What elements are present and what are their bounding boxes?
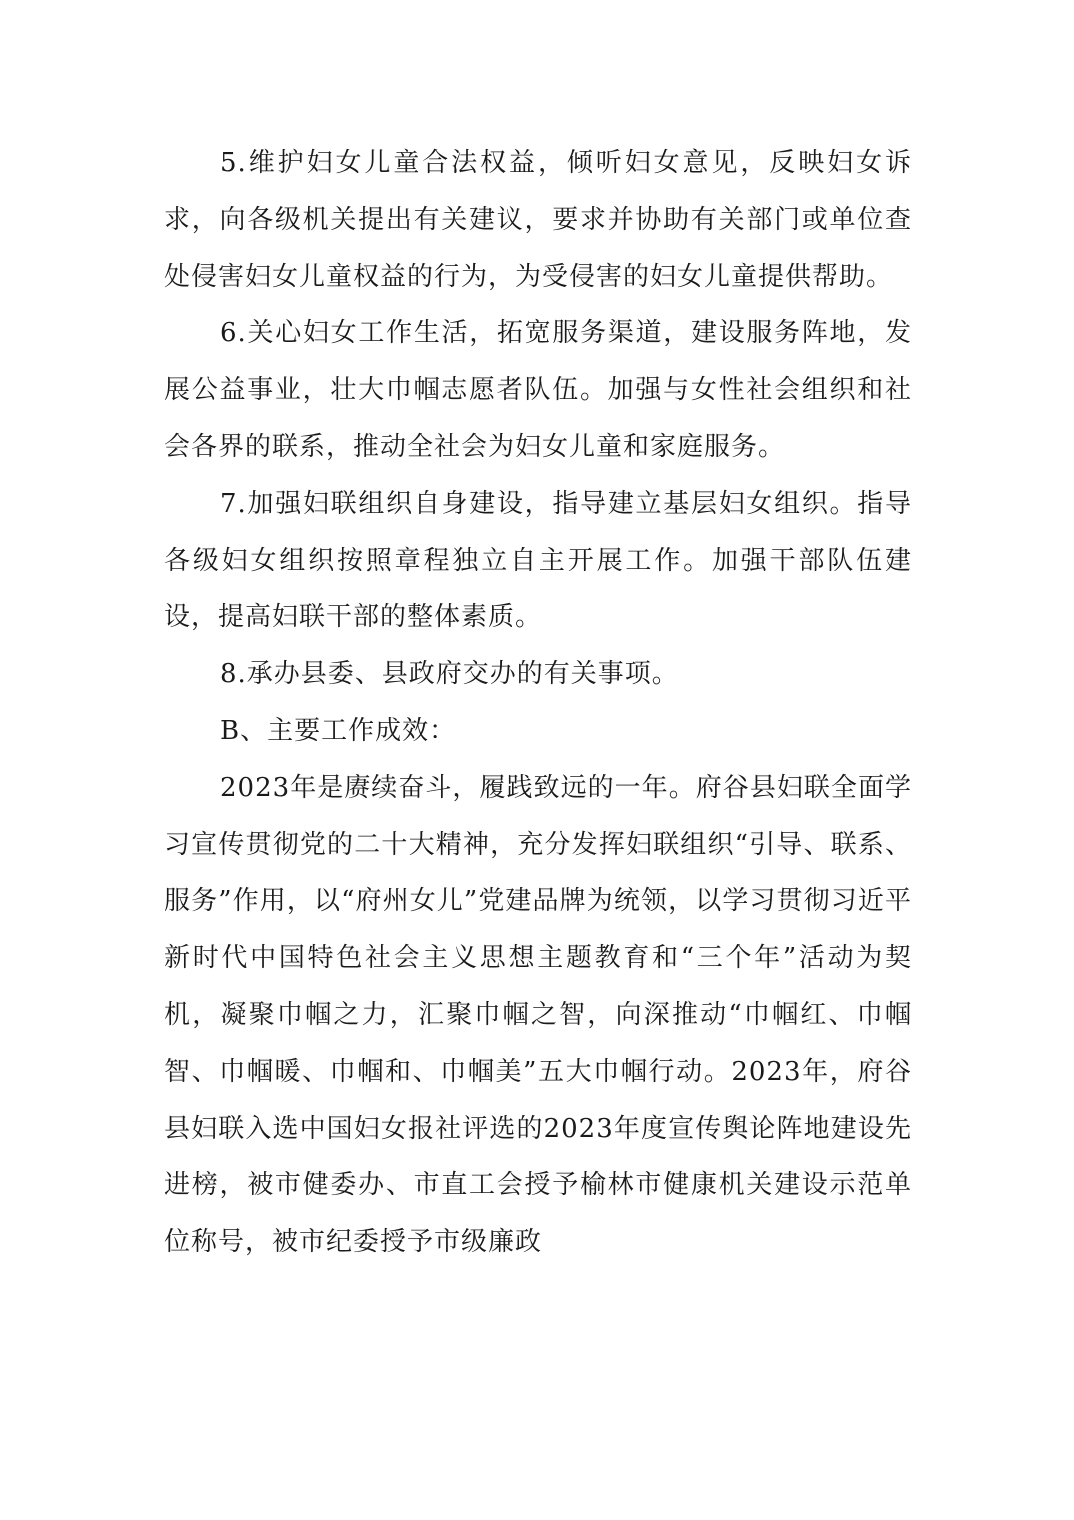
- paragraph-item-8: 8.承办县委、县政府交办的有关事项。: [220, 659, 679, 690]
- section-heading-b: B、主要工作成效：: [220, 715, 457, 746]
- document-body: [164, 135, 912, 1271]
- paragraph-achievements: 2023年是赓续奋斗，履践致远的一年。府谷县妇联全面学习宣传贯彻党的二十大精神，充分发挥妇联组织“引导、联系、服务”作用，以“府州女儿”党建品牌为统领，以学习贯彻习近平新时代中国特色社会主义思想主题教育和“三个年”活动为契机，凝聚巾帼之力，汇聚巾帼之智，向深推动“巾帼红、巾帼智、巾帼暖、巾帼和、巾帼美”五大巾帼行动。2023年，府谷县妇联入选中国妇女报社评选的2023年度宣传舆论阵地建设先进榜，被市健委办、市直工会授予榆林市健康机关建设示范单位称号，被市纪委授予市级廉政: [164, 772, 912, 1258]
- paragraph-item-5: 5.维护妇女儿童合法权益，倾听妇女意见，反映妇女诉求，向各级机关提出有关建议，要求并协助有关部门或单位查处侵害妇女儿童权益的行为，为受侵害的妇女儿童提供帮助。: [164, 148, 912, 292]
- paragraph-item-6: 6.关心妇女工作生活，拓宽服务渠道，建设服务阵地，发展公益事业，壮大巾帼志愿者队伍。加强与女性社会组织和社会各界的联系，推动全社会为妇女儿童和家庭服务。: [164, 318, 912, 462]
- paragraph-item-7: 7.加强妇联组织自身建设，指导建立基层妇女组织。指导各级妇女组织按照章程独立自主开展工作。加强干部队伍建设，提高妇联干部的整体素质。: [164, 488, 912, 633]
